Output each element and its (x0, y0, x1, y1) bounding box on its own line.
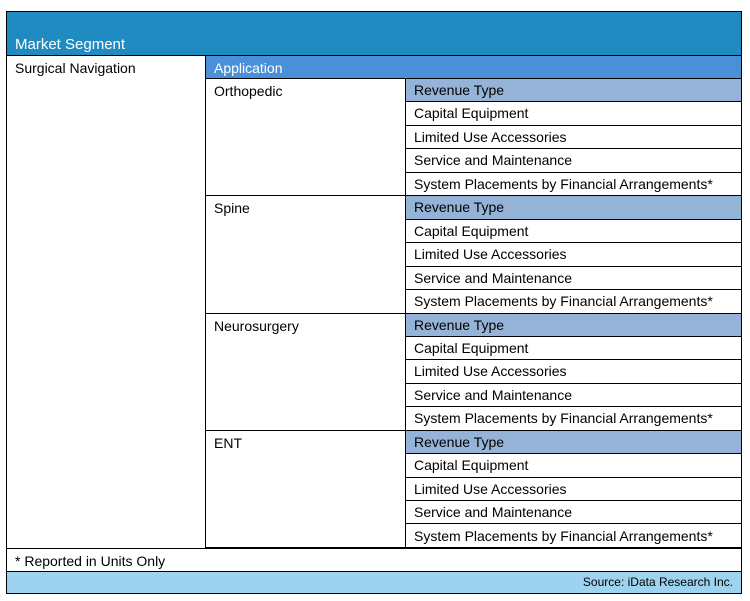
revenue-type-row (406, 360, 741, 383)
revenue-type-row (406, 501, 741, 524)
footnote-text: * Reported in Units Only (15, 553, 166, 569)
revenue-type-row (406, 173, 741, 196)
revenue-type-label: System Placements by Financial Arrangements* (414, 175, 713, 192)
revenue-type-label: System Placements by Financial Arrangements* (414, 293, 713, 310)
segment-column (7, 56, 206, 548)
revenue-type-row (406, 149, 741, 172)
revenue-type-label: Capital Equipment (414, 339, 529, 356)
revenue-type-row (406, 102, 741, 125)
application-block (206, 431, 741, 548)
application-name: Neurosurgery (214, 317, 299, 334)
revenue-type-header-label: Revenue Type (414, 316, 505, 333)
revenue-type-label: Capital Equipment (414, 457, 529, 474)
revenue-type-label: System Placements by Financial Arrangements* (414, 410, 713, 427)
revenue-type-label: Limited Use Accessories (414, 128, 567, 145)
application-name: Orthopedic (214, 83, 283, 99)
application-header-label: Application (214, 60, 283, 76)
revenue-type-label: Service and Maintenance (414, 269, 572, 286)
application-name: ENT (214, 434, 242, 451)
revenue-type-label: Limited Use Accessories (414, 363, 567, 380)
revenue-type-row (406, 525, 741, 548)
revenue-type-header (406, 431, 741, 454)
revenue-type-label: Service and Maintenance (414, 386, 572, 403)
revenue-type-label: Limited Use Accessories (414, 246, 567, 263)
revenue-type-header-label: Revenue Type (414, 199, 505, 216)
segment-name: Surgical Navigation (15, 60, 136, 76)
revenue-type-row (406, 290, 741, 313)
revenue-type-label: Capital Equipment (414, 105, 529, 122)
application-block (206, 196, 741, 313)
segment-table (6, 11, 742, 594)
source-text: Source: iData Research Inc. (582, 575, 733, 589)
title-bar (7, 12, 741, 56)
revenue-type-column (405, 196, 741, 312)
revenue-type-column (405, 431, 741, 547)
source-bar (7, 572, 741, 593)
footnote-row (7, 548, 741, 572)
revenue-type-column (405, 79, 741, 195)
revenue-type-row (406, 454, 741, 477)
revenue-type-column (405, 314, 741, 430)
revenue-type-header-label: Revenue Type (414, 433, 505, 450)
revenue-type-row (406, 337, 741, 360)
revenue-type-row (406, 243, 741, 266)
revenue-type-label: Service and Maintenance (414, 504, 572, 521)
revenue-type-row (406, 220, 741, 243)
application-name: Spine (214, 200, 250, 217)
revenue-type-row (406, 407, 741, 430)
revenue-type-row (406, 126, 741, 149)
revenue-type-header (406, 79, 741, 102)
application-header (206, 56, 741, 79)
revenue-type-row (406, 384, 741, 407)
revenue-type-label: Capital Equipment (414, 222, 529, 239)
revenue-type-label: Service and Maintenance (414, 152, 572, 169)
revenue-type-header (406, 196, 741, 219)
application-block (206, 79, 741, 196)
revenue-type-row (406, 267, 741, 290)
revenue-type-header (406, 314, 741, 337)
table-title: Market Segment (15, 36, 126, 53)
revenue-type-header-label: Revenue Type (414, 82, 505, 98)
revenue-type-label: System Placements by Financial Arrangements* (414, 527, 713, 544)
application-block (206, 314, 741, 431)
revenue-type-label: Limited Use Accessories (414, 480, 567, 497)
revenue-type-row (406, 478, 741, 501)
